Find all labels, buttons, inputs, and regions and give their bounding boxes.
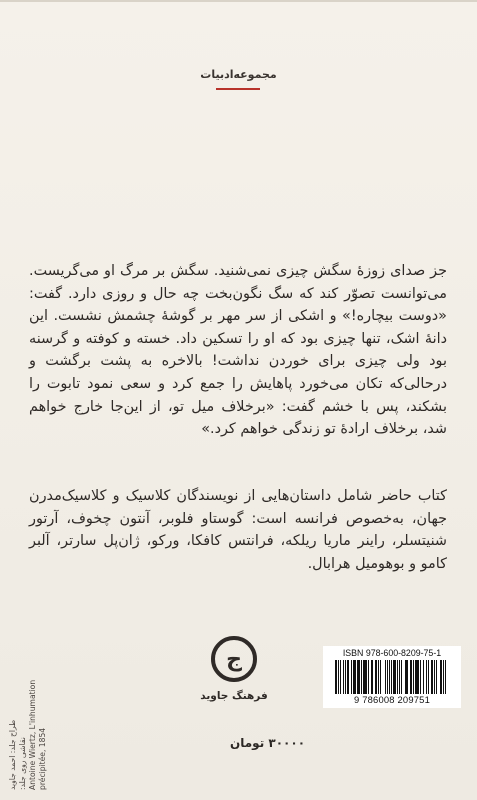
- barcode-bar: [393, 660, 396, 694]
- barcode-bar: [361, 660, 362, 694]
- price-label: ۳۰۰۰۰ تومان: [230, 736, 306, 750]
- barcode-bar: [399, 660, 400, 694]
- series-rule: [216, 88, 260, 90]
- publisher-logo-letter: ج: [226, 647, 242, 672]
- barcode-bar: [335, 660, 337, 694]
- barcode-bar: [340, 660, 341, 694]
- credit-painting-label: نقاشی روی جلد:: [18, 737, 27, 790]
- barcode-bar: [420, 660, 421, 694]
- barcode-number: 9 786008 209751: [354, 694, 430, 705]
- barcode-bar: [343, 660, 345, 694]
- series-title: مجموعه‌ادبیات: [200, 68, 277, 81]
- barcode-bar: [415, 660, 419, 694]
- barcode-bar: [410, 660, 412, 694]
- blurb-paragraph-1: جز صدای زوزهٔ سگش چیزی نمی‌شنید. سگش بر مرگ او می‌گریست. می‌توانست تصوّر کند که سگ نگون‌بخت چه حال و روزی دارد. گفت: «دوست بیچاره!» و اشکی از سر مهر بر گوشهٔ چشمش نشست. این دانهٔ اشک، تنها چیزی بود که او را تسکین داد. خسته و کوفته و گرسنه بود ولی چیزی برای خوردن نداشت! بالاخره به پشت برگشت و درحالی‌که تکان می‌خورد پاهایش را جمع کرد و سعی نمود تابوت را بشکند، پس با خشم گفت: «برخلاف میل تو، از این‌جا خارج خواهم شد، برخلاف ارادهٔ تو زندگی خواهم کرد.»: [29, 263, 447, 438]
- barcode-bar: [436, 660, 437, 694]
- credit-designer: طراح جلد: احمد جاوید: [8, 719, 17, 790]
- barcode-bar: [407, 660, 408, 694]
- barcode-bar: [426, 660, 427, 694]
- barcode-bar: [378, 660, 379, 694]
- barcode-bar: [380, 660, 381, 694]
- barcode-bar: [445, 660, 446, 694]
- barcode-bar: [397, 660, 398, 694]
- barcode-bar: [440, 660, 442, 694]
- barcode-bar: [428, 660, 429, 694]
- barcode-bar: [359, 660, 360, 694]
- barcode-bar: [387, 660, 388, 694]
- barcode-bar: [443, 660, 444, 694]
- barcode-bar: [338, 660, 339, 694]
- barcode-bar: [434, 660, 435, 694]
- blurb-description: [29, 485, 447, 575]
- barcode-bar: [405, 660, 407, 694]
- barcode-bar: [357, 660, 359, 694]
- blurb-paragraph-2: کتاب حاضر شامل داستان‌هایی از نویسندگان کلاسیک و کلاسیک‌مدرن جهان، به‌خصوص فرانسه است: گوستاو فلوبر، آنتون چخوف، آرتور شنیتسلر، راینر ماریا ریلکه، فرانتس کافکا، ورکو، ژان‌پل سارتر، آلبر کامو و بوهومیل هرابال.: [29, 488, 447, 572]
- barcode-bar: [347, 660, 349, 694]
- credit-painting-year: précipitée, 1854: [38, 727, 47, 790]
- barcode-bar: [363, 660, 367, 694]
- barcode-bar: [413, 660, 414, 694]
- barcode-bar: [351, 660, 352, 694]
- barcode-bar: [385, 660, 386, 694]
- barcode-bar: [375, 660, 378, 694]
- barcode-bar: [371, 660, 373, 694]
- cover-top-edge: [0, 0, 477, 2]
- publisher-block: [186, 636, 282, 702]
- barcode-bar: [389, 660, 390, 694]
- barcode-bar: [401, 660, 402, 694]
- cover-credit: [8, 640, 54, 790]
- publisher-logo-icon: [211, 636, 257, 682]
- barcode-bar: [368, 660, 369, 694]
- barcode-bar: [423, 660, 424, 694]
- barcode-bar: [431, 660, 433, 694]
- barcode: [323, 646, 461, 708]
- barcode-bar: [345, 660, 346, 694]
- publisher-name: فرهنگ جاوید: [200, 690, 268, 702]
- credit-painting-title: Antoine Wiertz, L'inhumation: [28, 679, 37, 790]
- barcode-bars: [335, 660, 453, 694]
- isbn-text: ISBN 978-600-8209-75-1: [342, 648, 442, 658]
- barcode-bar: [353, 660, 356, 694]
- barcode-bar: [391, 660, 392, 694]
- blurb-excerpt: [29, 260, 447, 441]
